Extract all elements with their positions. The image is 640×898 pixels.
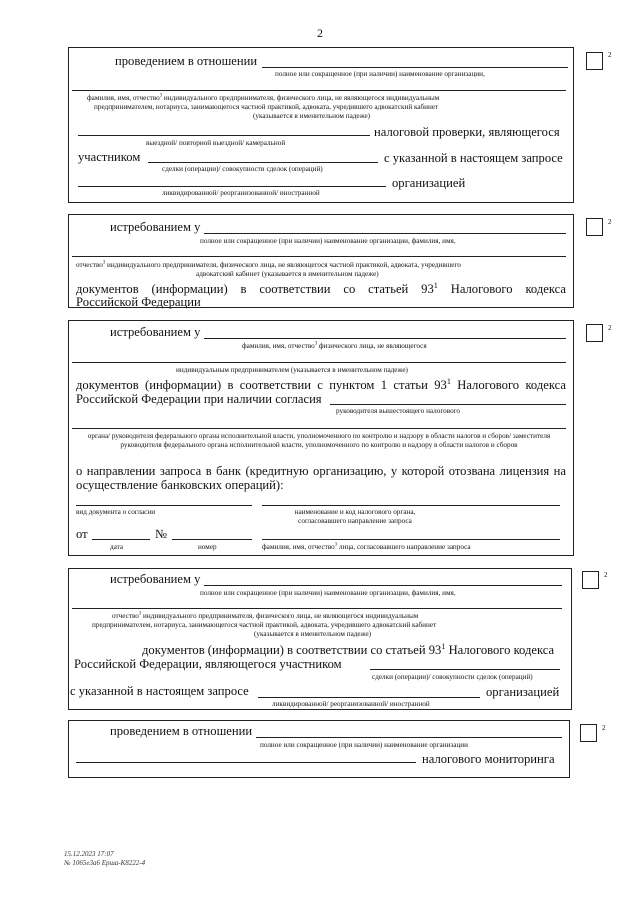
b3-line1 — [204, 338, 566, 339]
b4-line3 — [370, 669, 560, 670]
b2-text2: Российской Федерации — [76, 295, 201, 309]
b1-line5 — [78, 186, 386, 187]
b5-hint1: полное или сокращенное (при наличии) наименование организации — [260, 741, 468, 749]
page-number: 2 — [317, 26, 323, 40]
b4-text2: Российской Федерации, являющегося участником — [74, 657, 342, 671]
b4-hint1: полное или сокращенное (при наличии) наименование организации, фамилия, имя, — [200, 589, 456, 597]
b3-hint3: руководителя вышестоящего налогового — [336, 407, 461, 415]
b3-hint-number: номер — [198, 543, 217, 551]
b5-line1 — [256, 737, 562, 738]
b1-hint3: предпринимателем, нотариуса, занимающегося частной практикой, адвоката, учредившего адвокатский кабинет — [94, 103, 439, 111]
b2-hint1: полное или сокращенное (при наличии) наименование организации, фамилия, имя, — [200, 237, 456, 245]
b1-hint6: сделки (операции)/ совокупности сделок (операций) — [162, 165, 323, 173]
b4-organizations: организацией — [486, 685, 560, 699]
b4-text1: документов (информации) в соответствии со статьей $93^1$ Налогового кодекса — [142, 641, 555, 657]
b2-text1: документов (информации) в соответствии со статьей $93^1$ Налогового кодекса — [76, 280, 566, 296]
b4-checkbox-num: 2 — [604, 571, 608, 579]
b1-hint7: ликвидированной/ реорганизованной/ иностранной — [162, 189, 320, 197]
b1-hint5: выездной/ повторной выездной/ камеральной — [146, 139, 286, 147]
b2-line2 — [72, 256, 566, 257]
b4-hint3: предпринимателем, нотариуса, занимающегося частной практикой, адвоката, учредившего адвокатский кабинет — [92, 621, 437, 629]
b2-checkbox-num: 2 — [608, 218, 612, 226]
b1-organizations: организацией — [392, 176, 466, 190]
b5-monitoring: налогового мониторинга — [422, 752, 555, 766]
b2-lead: истребованием у — [110, 220, 201, 234]
b3-ot: от — [76, 527, 88, 541]
b4-text3: с указанной в настоящем запросе — [70, 684, 249, 698]
b1-tax-check: налоговой проверки, являющегося — [374, 125, 560, 139]
b3-checkbox[interactable] — [586, 324, 603, 342]
b3-lead: истребованием у — [110, 325, 201, 339]
b3-line5 — [76, 505, 252, 506]
b1-hint1: полное или сокращенное (при наличии) наименование организации, — [275, 70, 485, 78]
b4-line2 — [72, 608, 562, 609]
b1-line3 — [78, 135, 370, 136]
b2-checkbox[interactable] — [586, 218, 603, 236]
b3-checkbox-num: 2 — [608, 324, 612, 332]
b5-lead: проведением в отношении — [110, 724, 253, 738]
b1-checkbox[interactable] — [586, 52, 603, 70]
b1-hint2: фамилия, имя, отчество$^3$ индивидуального предпринимателя, физического лица, не являющегося индивидуальным — [87, 93, 440, 102]
b1-participant: участником — [78, 150, 141, 164]
b3-text4: осуществление банковских операций): — [76, 478, 284, 492]
b4-hint4: (указывается в именительном падеже) — [254, 630, 372, 638]
b3-text2: Российской Федерации при наличии согласия — [76, 392, 322, 406]
b3-line4 — [72, 428, 566, 429]
b1-hint4: (указывается в именительном падеже) — [253, 112, 371, 120]
b3-hint6: наименование и код налогового органа, согласовавшего направление запроса — [294, 508, 416, 525]
b3-line2 — [72, 362, 566, 363]
b1-checkbox-num: 2 — [608, 51, 612, 59]
b5-checkbox-num: 2 — [602, 724, 606, 732]
b4-line4 — [258, 697, 480, 698]
b1-line1 — [262, 67, 568, 68]
b3-date-line — [92, 539, 150, 540]
b4-lead: истребованием у — [110, 572, 201, 586]
b2-hint2: отчество$^3$ индивидуального предпринимателя, физического лица, не являющегося частной практикой, адвоката, учредившего — [76, 260, 461, 269]
b2-line1 — [204, 233, 566, 234]
b1-lead: проведением в отношении — [115, 54, 258, 68]
b1-line4 — [148, 162, 378, 163]
footer-signature: № 1065e3a6 Ерша-К8222-4 — [64, 859, 146, 867]
b3-text3: о направлении запроса в банк (кредитную организацию, у которой отозвана лицензия на — [76, 464, 566, 478]
b3-hint-date: дата — [110, 543, 124, 551]
b4-line1 — [204, 585, 562, 586]
b3-hint1: фамилия, имя, отчество$^3$ физического лица, не являющегося — [242, 341, 427, 350]
b3-text1: документов (информации) в соответствии с пунктом 1 статьи $93^1$ Налогового кодекса — [76, 376, 566, 392]
b4-hint5: сделки (операции)/ совокупности сделок (операций) — [372, 673, 533, 681]
b3-name-line — [262, 539, 560, 540]
b3-hint7: фамилия, имя, отчество$^3$ лица, согласовавшего направление запроса — [262, 542, 471, 551]
footer-timestamp: 15.12.2023 17:07 — [64, 850, 114, 858]
b3-hint2: индивидуальным предпринимателем (указывается в именительном падеже) — [176, 366, 408, 374]
b3-hint5: вид документа о согласии — [76, 508, 156, 516]
b3-line6 — [262, 505, 560, 506]
b3-line3 — [330, 404, 566, 405]
b1-line2 — [72, 90, 566, 91]
b5-checkbox[interactable] — [580, 724, 597, 742]
b4-hint6: ликвидированной/ реорганизованной/ иностранной — [272, 700, 430, 708]
b3-hint4: органа/ руководителя федерального органа исполнительной власти, уполномоченного по контролю и надзору в области налогов и сборов/ заместителя руководителя федерального органа исполнительной власти, уполномоченного по контролю и надзору в области налогов и сборов — [87, 432, 551, 449]
b3-number-line — [172, 539, 252, 540]
b3-no: № — [155, 527, 168, 541]
b5-line2 — [76, 762, 416, 763]
b4-checkbox[interactable] — [582, 571, 599, 589]
b2-hint3: адвокатский кабинет (указывается в именительном падеже) — [196, 270, 379, 278]
b4-hint2: отчество$^3$ индивидуального предпринимателя, физического лица, не являющегося индивидуальным — [112, 611, 419, 620]
b1-with-request: с указанной в настоящем запросе — [384, 151, 563, 165]
